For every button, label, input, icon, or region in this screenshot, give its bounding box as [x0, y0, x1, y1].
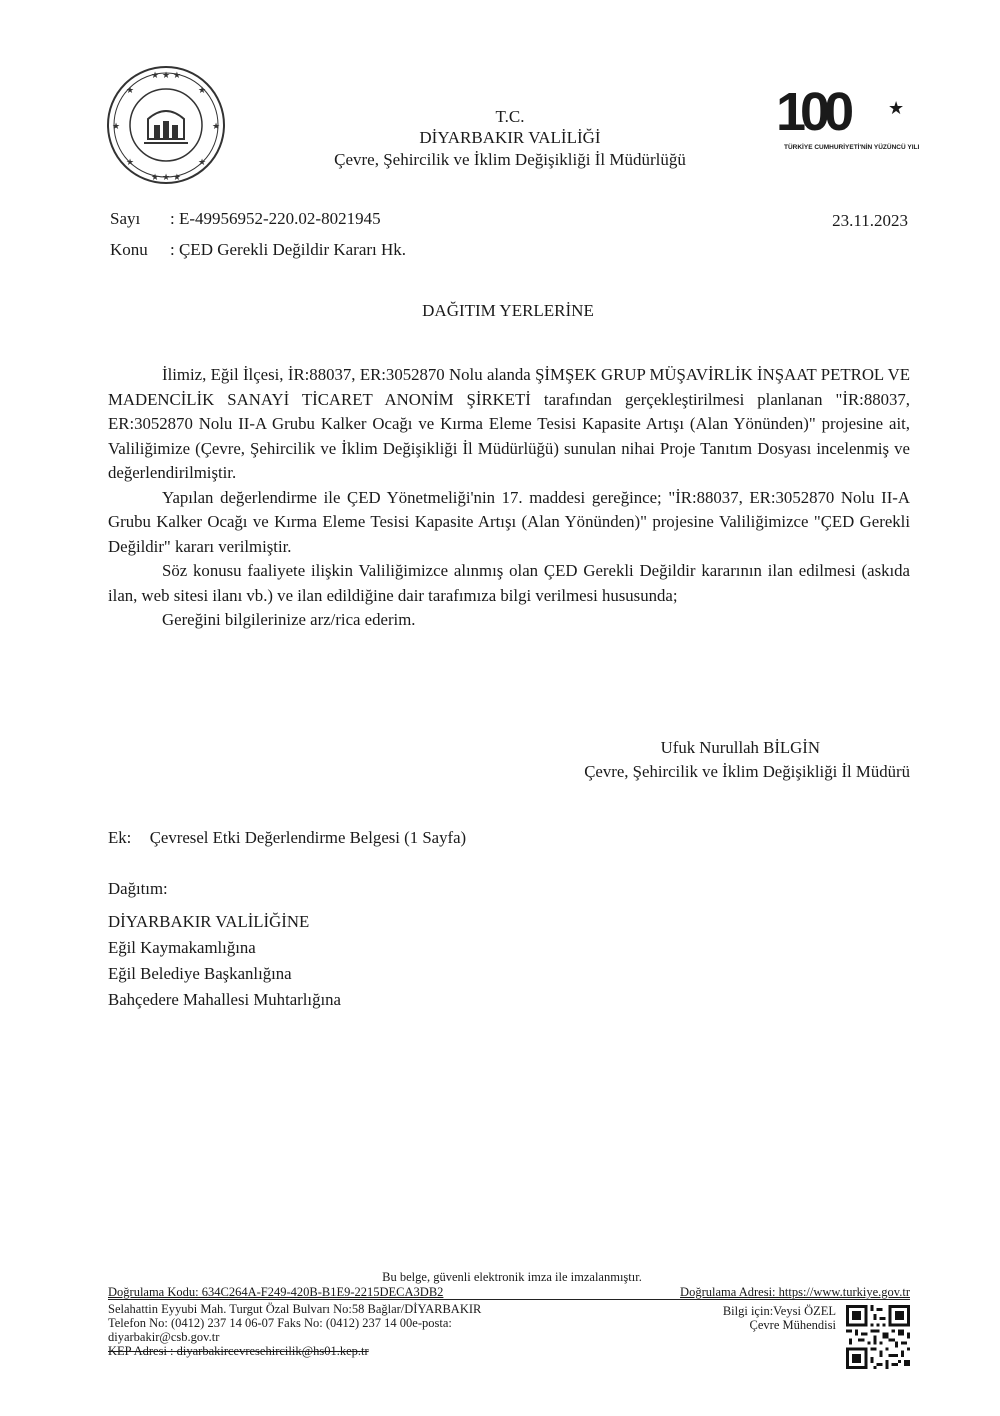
signature-block [584, 736, 910, 784]
attachment-label: Ek: [108, 828, 132, 847]
sayi-value: : E-49956952-220.02-8021945 [170, 209, 381, 228]
distribution-item: DİYARBAKIR VALİLİĞİNE [108, 912, 310, 931]
body-paragraph-2: Yapılan değerlendirme ile ÇED Yönetmeliği'nin 17. maddesi gereğince; "İR:88037, ER:3052870 Nolu II-A Grubu Kalker Ocağı ve Kırma Eleme Tesisi Kapasite Artışı (Alan Yönünden)" projesine Valiliğimizce "ÇED Gerekli Değildir" kararı verilmiştir. [108, 487, 910, 556]
kep-line: KEP Adresi : diyarbakircevresehircilik@hs01.kep.tr [108, 1344, 369, 1358]
header-governorate: DİYARBAKIR VALİLİĞİ [419, 128, 601, 147]
phone-line: Telefon No: (0412) 237 14 06-07 Faks No: (0412) 237 14 00e-posta: [108, 1316, 452, 1330]
info-contact: Bilgi için:Veysi ÖZEL [722, 1304, 836, 1318]
distribution-label: Dağıtım: [108, 879, 168, 898]
ministry-seal-icon [104, 63, 228, 187]
centennial-logo-caption: TÜRKİYE CUMHURİYETİ'NİN YÜZÜNCÜ YILI [784, 144, 920, 151]
svg-text:★: ★ [197, 158, 207, 168]
sayi-label: Sayı [110, 209, 141, 228]
qr-code-icon[interactable] [846, 1305, 910, 1369]
header-tc: T.C. [495, 107, 525, 126]
addressee: DAĞITIM YERLERİNE [422, 301, 594, 320]
centennial-logo [770, 84, 920, 164]
centennial-logo-number: 100 [776, 82, 849, 142]
svg-text:★ ★ ★: ★ ★ ★ [151, 71, 181, 81]
verification-address[interactable]: Doğrulama Adresi: https://www.turkiye.gov.tr [680, 1285, 910, 1299]
address-line: Selahattin Eyyubi Mah. Turgut Özal Bulvarı No:58 Bağlar/DİYARBAKIR [108, 1302, 482, 1316]
svg-text:★: ★ [197, 86, 207, 96]
svg-text:★: ★ [125, 86, 135, 96]
konu-label: Konu [110, 240, 148, 259]
attachment-value: Çevresel Etki Değerlendirme Belgesi (1 Sayfa) [149, 828, 467, 847]
esign-note: Bu belge, güvenli elektronik imza ile imzalanmıştır. [382, 1270, 642, 1284]
body-paragraph-1: İlimiz, Eğil İlçesi, İR:88037, ER:3052870 Nolu alanda ŞİMŞEK GRUP MÜŞAVİRLİK İNŞAAT PETROL VE MADENCİLİK SANAYİ TİCARET ANONİM ŞİRKETİ tarafından gerçekleştirilmesi planlanan "İR:88037, ER:3052870 Nolu II-A Grubu Kalker Ocağı ve Kırma Eleme Tesisi Kapasite Artışı (Alan Yönünden)" projesine ait, Valiliğimize (Çevre, Şehircilik ve İklim Değişikliği İl Müdürlüğü) sunulan nihai Proje Tanıtım Dosyası incelenmiş ve değerlendirilmiştir. [108, 365, 910, 482]
distribution-item: Eğil Kaymakamlığına [108, 938, 256, 957]
attachment [108, 828, 466, 848]
header-directorate: Çevre, Şehircilik ve İklim Değişikliği İl Müdürlüğü [334, 150, 686, 169]
signatory-title: Çevre, Şehircilik ve İklim Değişikliği İl Müdürü [584, 762, 910, 781]
konu-value: : ÇED Gerekli Değildir Kararı Hk. [170, 240, 407, 259]
verification-code: Doğrulama Kodu: 634C264A-F249-420B-B1E9-2215DECA3DB2 [108, 1285, 444, 1299]
footer-address [108, 1302, 481, 1358]
body-paragraph-4: Gereğini bilgilerinize arz/rica ederim. [162, 610, 416, 629]
distribution-item: Bahçedere Mahallesi Muhtarlığına [108, 990, 341, 1009]
info-title: Çevre Mühendisi [749, 1318, 836, 1332]
svg-text:★: ★ [125, 158, 135, 168]
signatory-name: Ufuk Nurullah BİLGİN [660, 738, 820, 757]
document-date: 23.11.2023 [832, 211, 908, 230]
svg-text:★: ★ [211, 122, 221, 132]
distribution-list [108, 876, 341, 1013]
star-icon: ★ [888, 98, 905, 119]
distribution-item: Eğil Belediye Başkanlığına [108, 964, 292, 983]
body-paragraph-3: Söz konusu faaliyete ilişkin Valiliğimizce alınmış olan ÇED Gerekli Değildir kararının ilan edilmesi (askıda ilan, web sitesi ilanı vb.) ve ilan edildiğine dair tarafımıza bilgi verilmesi hususunda; [108, 561, 910, 605]
svg-text:★ ★ ★: ★ ★ ★ [151, 173, 181, 183]
svg-text:★: ★ [111, 122, 121, 132]
letter-body [108, 363, 910, 633]
footer-divider [108, 1299, 910, 1300]
email-line[interactable]: diyarbakir@csb.gov.tr [108, 1330, 220, 1344]
info-contact-block [723, 1304, 836, 1332]
